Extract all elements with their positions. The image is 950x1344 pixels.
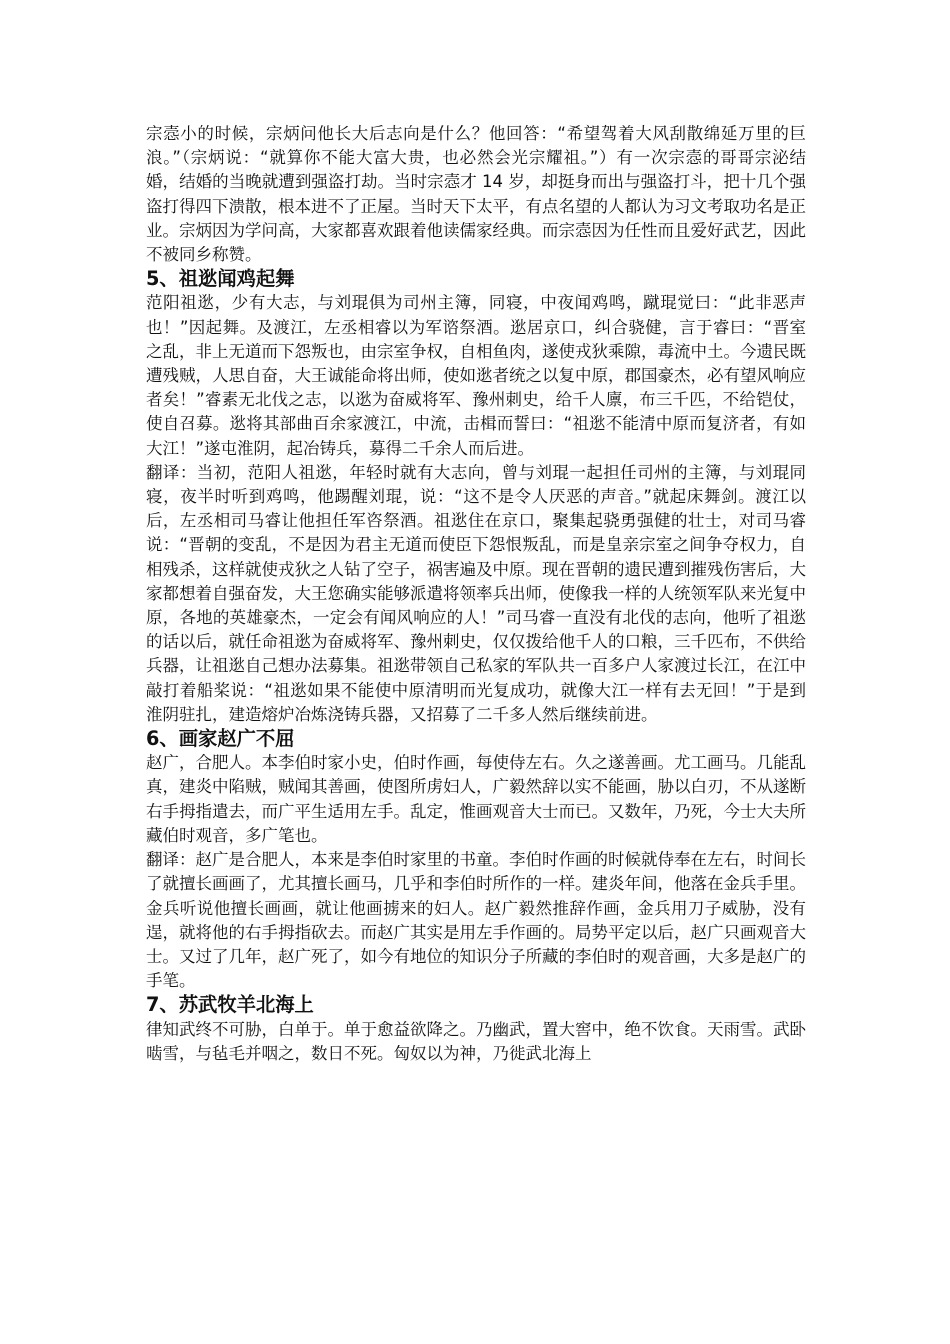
paragraph-zuti-translation: 翻译：当初，范阳人祖逖，年轻时就有大志向，曾与刘琨一起担任司州的主簿，与刘琨同寝，夜半时听到鸡鸣，他踢醒刘琨，说：“这不是令人厌恶的声音。”就起床舞剑。渡江以后，左丞相司马睿让他担任军咨祭酒。祖逖住在京口，聚集起骁勇强健的壮士，对司马睿说：“晋朝的变乱，不是因为君主无道而使臣下怨恨叛乱，而是皇亲宗室之间争夺权力，自相残杀，这样就使戎狄之人钻了空子，祸害遍及中原。现在晋朝的遗民遭到摧残伤害后，大家都想着自强奋发，大王您确实能够派遣将领率兵出师，使像我一样的人统领军队来光复中原，各地的英雄豪杰，一定会有闻风响应的人！”司马睿一直没有北伐的志向，他听了祖逖的话以后，就任命祖逖为奋威将军、豫州刺史，仅仅拨给他千人的口粮，三千匹布，不供给兵器，让祖逖自己想办法募集。祖逖带领自己私家的军队共一百多户人家渡过长江，在江中敲打着船桨说：“祖逖如果不能使中原清明而光复成功，就像大江一样有去无回！”于是到淮阴驻扎，建造熔炉冶炼浇铸兵器，又招募了二千多人然后继续前进。: [146, 462, 806, 724]
paragraph-zhaoguang-translation: 翻译：赵广是合肥人，本来是李伯时家里的书童。李伯时作画的时候就侍奉在左右，时间长了就擅长画画了，尤其擅长画马，几乎和李伯时所作的一样。建炎年间，他落在金兵手里。金兵听说他擅长画画，就让他画掳来的妇人。赵广毅然推辞作画，金兵用刀子威胁，没有逞，就将他的右手拇指砍去。而赵广其实是用左手作画的。局势平定以后，赵广只画观音大士。又过了几年，赵广死了，如今有地位的知识分子所藏的李伯时的观音画，大多是赵广的手笔。: [146, 850, 806, 991]
section-heading-6: 6、画家赵广不屈: [146, 727, 295, 751]
paragraph-suwu-original: 律知武终不可胁，白单于。单于愈益欲降之。乃幽武，置大窖中，绝不饮食。天雨雪。武卧啮雪，与毡毛并咽之，数日不死。匈奴以为神，乃徙武北海上: [146, 1019, 806, 1063]
section-heading-5: 5、祖逖闻鸡起舞: [146, 267, 295, 291]
document-page: [146, 122, 806, 1066]
paragraph-zhaoguang-original: 赵广，合肥人。本李伯时家小史，伯时作画，每使侍左右。久之遂善画。尤工画马。几能乱真，建炎中陷贼，贼闻其善画，使图所虏妇人，广毅然辞以实不能画，胁以白刃，不从遂断右手拇指遣去，而广平生适用左手。乱定，惟画观音大士而已。又数年，乃死，今士大夫所藏伯时观音，多广笔也。: [146, 753, 806, 845]
section-heading-7: 7、苏武牧羊北海上: [146, 993, 314, 1017]
paragraph-zongque: 宗悫小的时候，宗炳问他长大后志向是什么？他回答：“希望驾着大风刮散绵延万里的巨浪。”（宗炳说：“就算你不能大富大贵，也必然会光宗耀祖。”）有一次宗悫的哥哥宗泌结婚，结婚的当晚就遭到强盗打劫。当时宗悫才 14 岁，却挺身而出与强盗打斗，把十几个强盗打得四下溃散，根本进不了正屋。当时天下太平，有点名望的人都认为习文考取功名是正业。宗炳因为学问高，大家都喜欢跟着他读儒家经典。而宗悫因为任性而且爱好武艺，因此不被同乡称赞。: [146, 124, 806, 265]
paragraph-zuti-original: 范阳祖逖，少有大志，与刘琨俱为司州主簿，同寝，中夜闻鸡鸣，蹴琨觉曰：“此非恶声也！”因起舞。及渡江，左丞相睿以为军谘祭酒。逖居京口，纠合骁健，言于睿曰：“晋室之乱，非上无道而下怨叛也，由宗室争权，自相鱼肉，遂使戎狄乘隙，毒流中土。今遗民既遭残贼，人思自奋，大王诚能命将出师，使如逖者统之以复中原，郡国豪杰，必有望风响应者矣！”睿素无北伐之志，以逖为奋威将军、豫州刺史，给千人廪，布三千匹，不给铠仗，使自召募。逖将其部曲百余家渡江，中流，击楫而誓曰：“祖逖不能清中原而复济者，有如大江！”遂屯淮阴，起冶铸兵，募得二千余人而后进。: [146, 293, 806, 458]
